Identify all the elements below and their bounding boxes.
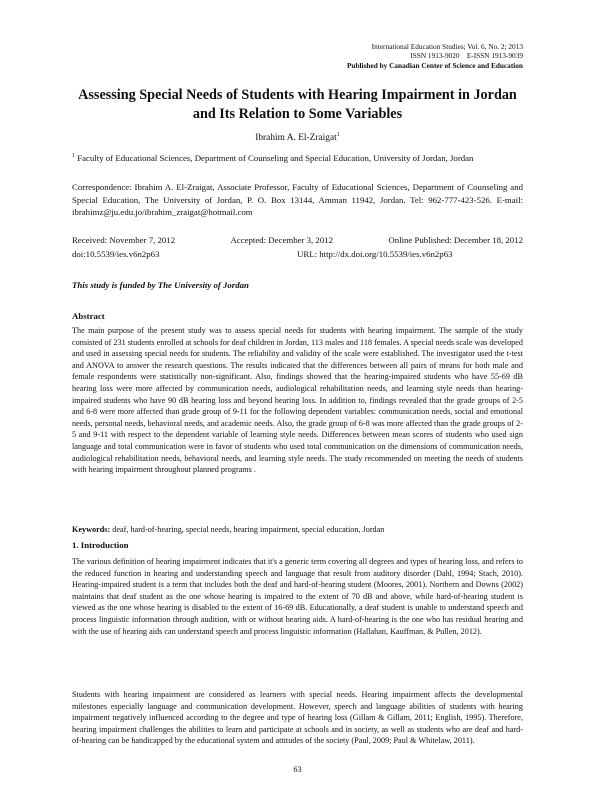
author-line: [72, 132, 523, 143]
funding-note: This study is funded by The University of Jordan: [72, 280, 249, 290]
issn-line: ISSN 1913-9020 E-ISSN 1913-9039: [410, 51, 523, 61]
affiliation-superscript: 1: [72, 153, 75, 159]
received-date: Received: November 7, 2012: [72, 235, 176, 245]
doi-link[interactable]: doi:10.5539/ies.v6n2p63: [72, 248, 160, 259]
affiliation: [72, 150, 523, 165]
keywords: [72, 524, 523, 536]
publisher-line: Published by Canadian Center of Science and Education: [346, 60, 523, 70]
journal-header: [223, 42, 523, 70]
journal-line: International Education Studies; Vol. 6, No. 2; 2013: [371, 42, 523, 51]
abstract-heading: Abstract: [72, 311, 105, 321]
keywords-list: deaf, hard-of-hearing, special needs, hearing impairment, special education, Jordan: [112, 525, 385, 534]
url-link[interactable]: URL: http://dx.doi.org/10.5539/ies.v6n2p63: [297, 248, 453, 259]
abstract-text: The main purpose of the present study was to assess special needs for students with hearing impairment. The sample of the study consisted of 231 students enrolled at schools for deaf children in Jordan, 113 males and 118 females. A special needs scale was developed and used in assessing special needs for students. The reliability and validity of the scale were established. The investigator used the t-test and ANOVA to answer the research questions. The results indicated that the differences between all pairs of means for both male and female respondents were statistically non-significant. Also, findings showed that the hearing-impaired students who have 55-69 dB hearing loss were more affected by communication needs, audiological rehabilitation needs, and learning style needs than hearing-impaired students who have 90 dB hearing loss and beyond hearing loss. In addition to, findings revealed that the grade groups of 2-5 and 6-8 were more affected than grade group of 9-11 for the following dependent variables: communication needs, social and emotional needs, personal needs, behavioral needs, and academic needs. Also, the grade group of 6-8 was more affected than the grade groups of 2-5 and 9-11 with respect to the dependent variable of learning style needs. Differences between mean scores of students who used sign language and total communication were in favor of students who used total communication on the dimensions of communication needs, audiological rehabilitation needs, behavioral needs, and learning style needs. The study recommended on meeting the needs of students with hearing impairment throughout planned programs .: [72, 326, 523, 475]
publication-dates: [72, 234, 523, 260]
online-date: Online Published: December 18, 2012: [388, 235, 523, 245]
page-number: 63: [293, 765, 302, 774]
affiliation-text: Faculty of Educational Sciences, Department of Counseling and Special Education, University of Jordan, Jordan: [77, 152, 474, 163]
introduction-paragraph-2: Students with hearing impairment are considered as learners with special needs. Hearing impairment affects the developmental milestones especially language and communication development. However, speech and language abilities of students with hearing impairment negatively influenced according to the degree and type of hearing loss (Gillam & Gillam, 2011; English, 1995). Therefore, hearing impairment challenges the abilities to learn and participate at schools and in society, as well as students who are deaf and hard-of-hearing can be handicapped by the educational system and attitudes of the society (Paul, 2009; Paul & Whitelaw, 2011).: [72, 690, 523, 746]
article-title: Assessing Special Needs of Students with Hearing Impairment in Jordan and Its Relation to Some Variables: [78, 87, 517, 122]
keywords-label: Keywords:: [72, 525, 111, 534]
introduction-paragraph-1: The various definition of hearing impairment indicates that it's a generic term covering all degrees and types of hearing loss, and refers to the reduced function in hearing and understanding speech and language that result from auditory disorder (Dahl, 1994; Stach, 2010). Hearing-impaired student is a term that includes both the deaf and hard-of-hearing student (Moores, 2001). Northern and Downs (2002) maintains that deaf student as the one whose hearing is impaired to the extent of 70 dB and above, while hard-of-hearing student is viewed as the one whose hearing is disabled to the extent of 16-69 dB. Educationally, a deaf student is unable to understand speech and process linguistic information through audition, with or without hearing aids. A hard-of-hearing is the one who has residual hearing and with the use of hearing aids can understand speech and process linguistic information (Hallahan, Kauffman, & Pullen, 2012).: [72, 557, 523, 636]
introduction-heading: 1. Introduction: [72, 540, 129, 550]
accepted-date: Accepted: December 3, 2012: [230, 235, 334, 245]
author-name: Ibrahim A. El-Zraigat: [255, 133, 337, 144]
author-superscript: 1: [336, 132, 340, 138]
correspondence: Correspondence: Ibrahim A. El-Zraigat, Associate Professor, Faculty of Educational Sciences, Department of Counseling and Special Education, The University of Jordan, P. O. Box 13144, Amman 11942, Jordan. Tel: 962-777-423-526. E-mail: ibrahimz@ju.edu.jo/ibrahim_zraigat@hotmail.com: [72, 182, 523, 218]
